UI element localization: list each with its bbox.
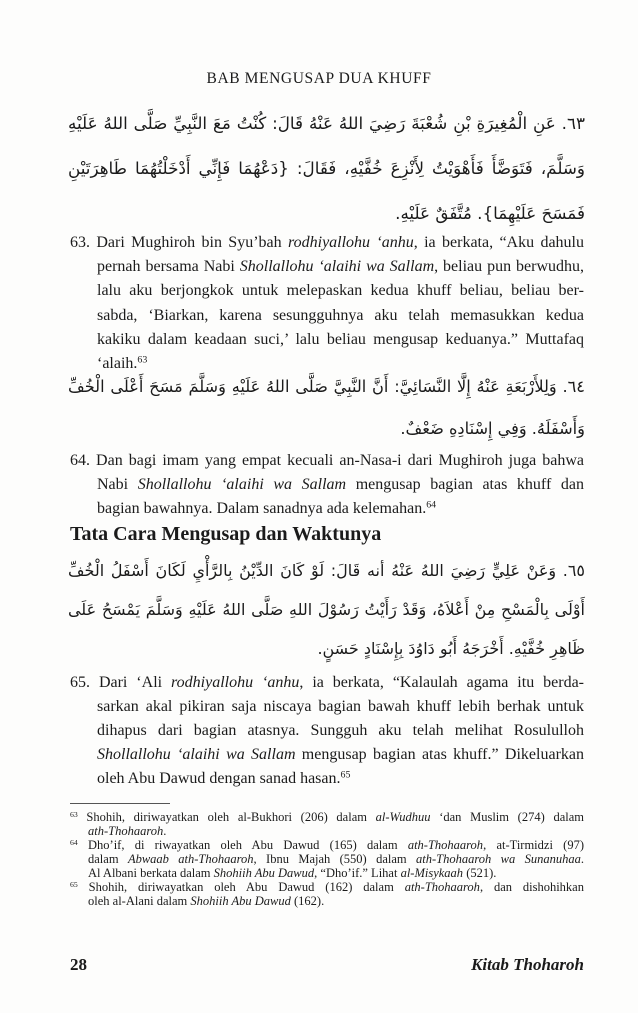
translation-line	[70, 279, 584, 303]
line-content	[68, 561, 585, 580]
text-run: , dan dishohihkan	[479, 880, 584, 894]
footnote-rule	[70, 803, 170, 804]
arabic-line	[68, 366, 585, 408]
line-content	[70, 452, 584, 469]
text-run: sabda, ‘Biarkan, karena sesungguhnya aku telah memasukkan kedua	[97, 306, 584, 324]
line-content	[97, 476, 584, 493]
arabic-line	[68, 146, 585, 191]
italic-run: rodhiyallohu ‘anhu	[287, 234, 414, 251]
italic-run: Shohiih Abu Dawud	[213, 866, 315, 880]
italic-run: al-Misykaah	[400, 866, 464, 880]
translation-line	[70, 743, 584, 767]
text-run: Al Albani berkata dalam	[88, 866, 214, 880]
translation-line	[70, 304, 584, 328]
italic-run: Shollallohu ‘alaihi wa Sallam	[97, 746, 296, 763]
arabic-text: ٦٤. وَلِلأَرْبَعَةِ عَنْهُ إِلَّا النَّسَائِيَّ: أَنَّ النَّبِيَّ صَلَّى اللهُ عَلَيْهِ وَسَلَّمَ مَسَحَ أَعْلَى الْخُفِّ	[68, 377, 585, 396]
text-run: oleh Abu Dawud dengan sanad hasan.	[97, 770, 341, 787]
text-run: dalam	[88, 852, 128, 866]
footnote-63	[70, 810, 584, 838]
line-content	[70, 810, 584, 824]
text-run: , beliau pun berwudhu,	[434, 258, 585, 276]
text-run: (521).	[463, 866, 497, 880]
italic-run: Shollallohu ‘alaihi wa Sallam	[137, 476, 347, 493]
italic-run: Shollallohu ‘alaihi wa Sallam	[239, 258, 435, 276]
line-content	[88, 852, 584, 866]
arabic-text: ٦٥. وَعَنْ عَلِيٍّ رَضِيَ اللهُ عَنْهُ أنه قَالَ: لَوْ كَانَ الدِّيْنُ بِالرَّأْيِ لَكَانَ أَسْفَلُ الْخُفِّ	[68, 561, 585, 580]
line-content	[70, 838, 584, 852]
translation-line	[70, 497, 584, 521]
arabic-text: ظَاهِرِ خُفَّيْهِ. أَخْرَجَهُ أَبُو دَاوُدَ بِإِسْنَادٍ حَسَنٍ.	[317, 639, 585, 658]
translation-line	[70, 255, 584, 279]
arabic-text: أَوْلَى بِالْمَسْحِ مِنْ أَعْلاَهُ، وَقَدْ رَأَيْتُ رَسُوْلَ اللهِ صَلَّى اللهُ عَلَيْهِ وَسَلَّمَ يَمْسَحُ عَلَى	[68, 600, 585, 619]
translation-line	[70, 231, 584, 255]
text-run: pernah bersama Nabi	[97, 258, 240, 276]
line-content	[68, 377, 585, 396]
line-content	[97, 770, 350, 787]
hadith-64-arabic	[68, 366, 585, 450]
line-content	[88, 866, 496, 880]
footnote-line	[70, 866, 584, 880]
italic-run: ath-Thohaaroh	[404, 880, 480, 894]
italic-run: rodhiyallohu ‘anhu	[171, 674, 300, 691]
italic-run: al-Wudhuu	[375, 810, 431, 824]
line-content	[68, 113, 585, 133]
text-run: lalu aku berjongkok untuk melepaskan kedua khuff beliau, beliau ber-	[97, 282, 584, 300]
footnote-marker: 64	[426, 499, 437, 511]
line-content	[97, 500, 436, 517]
line-content	[97, 282, 584, 299]
footnote-64	[70, 838, 584, 880]
text-run: kakiku dalam keadaan suci,’ lalu beliau mengusap keduanya.” Muttafaq	[97, 330, 584, 348]
arabic-text: فَمَسَحَ عَلَيْهِمَا}. مُتَّفَقٌ عَلَيْهِ.	[395, 203, 585, 223]
line-content	[70, 674, 584, 691]
italic-run: Abwaab ath-Thohaaroh	[127, 852, 254, 866]
footnote-marker: 63	[137, 354, 148, 366]
section-heading: Tata Cara Mengusap dan Waktunya	[70, 523, 382, 545]
footnote-marker: 64	[70, 837, 78, 847]
translation-line	[70, 328, 584, 352]
text-run: , ia berkata, “Aku dahulu	[413, 234, 585, 251]
hadith-63-translation	[70, 231, 584, 376]
arabic-line	[68, 590, 585, 629]
translation-line	[70, 695, 584, 719]
hadith-63-arabic	[68, 101, 585, 236]
line-content	[97, 258, 584, 275]
line-content	[70, 880, 584, 894]
italic-run: ath-Thohaaroh wa Sunanuhaa	[416, 852, 581, 866]
line-content	[97, 307, 584, 324]
text-run: bagian bawahnya. Dalam sanadnya ada kelemahan.	[97, 500, 427, 517]
text-run: , ia berkata, “Kalaulah agama itu berda-	[299, 674, 584, 691]
line-content	[70, 234, 584, 251]
footnote-line	[70, 810, 584, 824]
italic-run: Shohiih Abu Dawud	[190, 894, 291, 908]
text-run: 64. Dan bagi imam yang empat kecuali an-Nasa-i dari Mughiroh juga bahwa	[70, 452, 584, 469]
arabic-text: ٦٣. عَنِ الْمُغِيرَةِ بْنِ شُعْبَةَ رَضِيَ اللهُ عَنْهُ قَالَ: كُنْتُ مَعَ النَّبِيِّ صَلَّى اللهُ عَلَيْهِ	[68, 113, 585, 133]
hadith-64-translation	[70, 449, 584, 521]
text-run: 63. Dari Mughiroh bin Syu’bah	[70, 234, 288, 251]
translation-line	[70, 767, 584, 791]
text-run: ‘alaih.	[97, 355, 138, 373]
footnote-marker: 63	[70, 809, 78, 819]
line-content	[97, 746, 584, 763]
text-run: oleh al-Alani dalam	[88, 894, 191, 908]
arabic-line	[68, 629, 585, 668]
arabic-line	[68, 551, 585, 590]
text-run: sarkan akal pikiran saja niscaya bagian bawah khuff lebih berhak untuk	[97, 698, 584, 715]
text-run: Dho’if, di riwayatkan oleh Abu Dawud (165) dalam	[77, 838, 408, 852]
text-run: (162).	[290, 894, 325, 908]
footnote-marker: 65	[70, 879, 78, 889]
translation-line	[70, 671, 584, 695]
line-content	[97, 698, 584, 715]
line-content	[68, 158, 585, 178]
text-run: , “Dho’if.” Lihat	[314, 866, 401, 880]
line-content	[395, 203, 585, 223]
translation-line	[70, 473, 584, 497]
text-run: Nabi	[97, 476, 138, 493]
running-head: BAB MENGUSAP DUA KHUFF	[206, 70, 432, 87]
line-content	[97, 722, 584, 739]
footnote-line	[70, 852, 584, 866]
footnote-line	[70, 894, 584, 908]
line-content	[68, 600, 585, 619]
arabic-text: وَسَلَّمَ، فَتَوَضَّأَ فَأَهْوَيْتُ لِأَنْزِعَ خُفَّيْهِ، فَقَالَ: {دَعْهُمَا فَإِنِّي أَدْخَلْتُهُمَا طَاهِرَتَيْنِ	[68, 158, 585, 178]
text-run: Shohih, diriwayatkan oleh al-Bukhori (206) dalam	[77, 810, 376, 824]
italic-run: ath-Thohaaroh	[88, 824, 164, 838]
text-run: , Ibnu Majah (550) dalam	[253, 852, 417, 866]
footnote-marker: 65	[340, 769, 351, 781]
arabic-line	[68, 408, 585, 450]
text-run: 65. Dari ‘Ali	[70, 674, 172, 691]
translation-line	[70, 449, 584, 473]
arabic-line	[68, 191, 585, 236]
text-run: .	[580, 852, 584, 866]
arabic-line	[68, 101, 585, 146]
footnote-line	[70, 824, 584, 838]
hadith-65-arabic	[68, 551, 585, 668]
text-run: ‘dan Muslim (274) dalam	[430, 810, 584, 824]
arabic-text: وَأَسْفَلَهُ. وَفِي إِسْنَادِهِ ضَعْفٌ.	[400, 419, 585, 438]
line-content	[88, 894, 324, 908]
footnote-line	[70, 838, 584, 852]
text-run: .	[163, 824, 167, 838]
text-run: mengusap bagian atas khuff dan	[346, 476, 585, 493]
line-content	[97, 331, 584, 348]
text-run: dihapus dari bagian atasnya. Sungguh aku telah melihat Rosululloh	[97, 722, 584, 739]
line-content	[317, 639, 585, 658]
italic-run: ath-Thohaaroh	[407, 838, 484, 852]
hadith-65-translation	[70, 671, 584, 791]
footnotes	[70, 810, 584, 908]
text-run: , at-Tirmidzi (97)	[483, 838, 585, 852]
footnote-65	[70, 880, 584, 908]
text-run: Shohih, diriwayatkan oleh Abu Dawud (162) dalam	[77, 880, 405, 894]
book-title-footer: Kitab Thoharoh	[471, 955, 584, 974]
text-run: mengusap bagian atas khuff.” Dikeluarkan	[295, 746, 584, 763]
translation-line	[70, 719, 584, 743]
line-content	[88, 824, 166, 838]
page-number: 28	[70, 955, 87, 974]
line-content	[400, 419, 585, 438]
footnote-line	[70, 880, 584, 894]
